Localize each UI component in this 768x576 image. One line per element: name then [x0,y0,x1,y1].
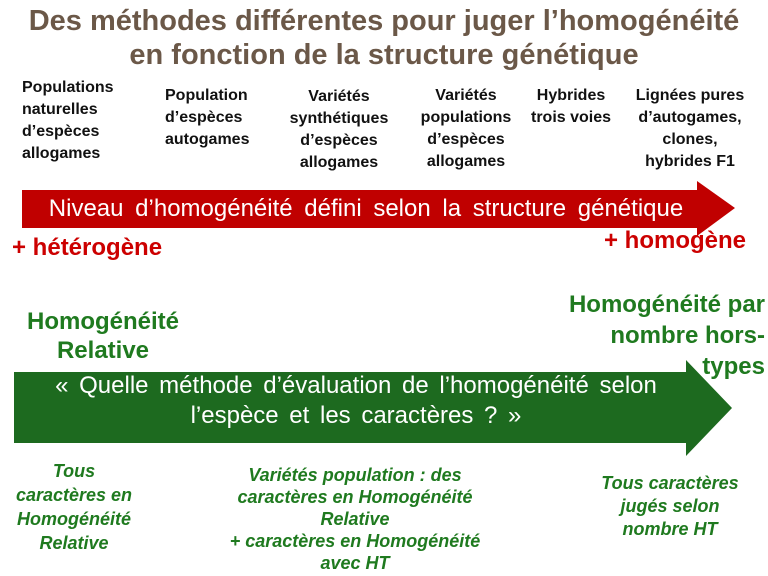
outcome-nombre-ht [585,472,755,541]
structure-label-lignees-pures [625,85,755,173]
outcome-line: Variétés population : des [248,465,462,485]
structure-label-line: Variétés [435,87,497,104]
structure-label-line: populations [420,109,512,126]
method-hors-types [545,289,765,382]
structure-label-varietes-synthetiques [274,86,404,174]
structure-label-varietes-populations [406,85,526,173]
structure-label-line: naturelles [22,101,98,118]
method-homogeneite-relative [3,307,203,365]
outcome-line: Tous caractères [601,473,739,493]
structure-label-line: Populations [22,79,114,96]
structure-label-populations-naturelles [22,77,114,165]
structure-label-line: Lignées pures [635,87,745,104]
structure-label-line: d’espèces [427,131,505,148]
structure-label-line: d’espèces [22,123,100,140]
structure-label-line: Variétés [308,88,370,105]
structure-label-line: hybrides F1 [645,153,735,170]
outcome-varietes-population [215,464,495,574]
outcome-line: + caractères en Homogénéité [229,531,481,551]
structure-label-line: allogames [22,145,101,162]
structure-label-line: synthétiques [289,110,389,127]
homogeneity-scale-label: Niveau d’homogénéité défini selon la structure génétique [48,195,684,222]
pole-homogene: + homogène [604,227,747,254]
outcome-line: caractères en [15,485,133,505]
slide-title-line-1: Des méthodes différentes pour juger l’homogénéité [28,5,740,37]
method-label-line: Homogénéité par [568,291,765,318]
method-label-line: types [702,353,765,380]
outcome-homogeneite-relative [0,459,148,555]
outcome-line: Relative [39,533,109,553]
outcome-line: nombre HT [622,519,718,539]
outcome-line: Relative [320,509,390,529]
outcome-line: Tous [52,461,96,481]
outcome-line: caractères en Homogénéité [237,487,473,507]
structure-label-line: autogames [165,131,250,148]
method-label-line: Homogénéité [26,308,179,335]
question-line-2: l’espèce et les caractères ? » [190,402,522,429]
outcome-line: jugés selon [620,496,720,516]
structure-label-line: Hybrides [536,87,606,104]
question-line-1: « Quelle méthode d’évaluation de l’homogénéité selon [55,372,657,399]
structure-label-line: allogames [299,154,379,171]
structure-label-population-autogames [165,85,249,151]
structure-label-line: clones, [662,131,718,148]
structure-label-line: trois voies [530,109,612,126]
structure-label-line: d’espèces [300,132,378,149]
outcome-line: Homogénéité [16,509,131,529]
method-label-line: Relative [56,337,150,364]
slide-title-line-2: en fonction de la structure génétique [129,39,639,71]
outcome-line: avec HT [320,553,390,573]
structure-label-line: d’espèces [165,109,243,126]
slide-title [0,4,768,72]
method-label-line: nombre hors- [610,322,765,349]
structure-label-line: d’autogames, [638,109,742,126]
structure-label-line: Population [165,87,248,104]
structure-label-hybrides-trois-voies [521,85,621,129]
pole-heterogene: + hétérogène [12,234,163,261]
structure-label-line: allogames [426,153,506,170]
